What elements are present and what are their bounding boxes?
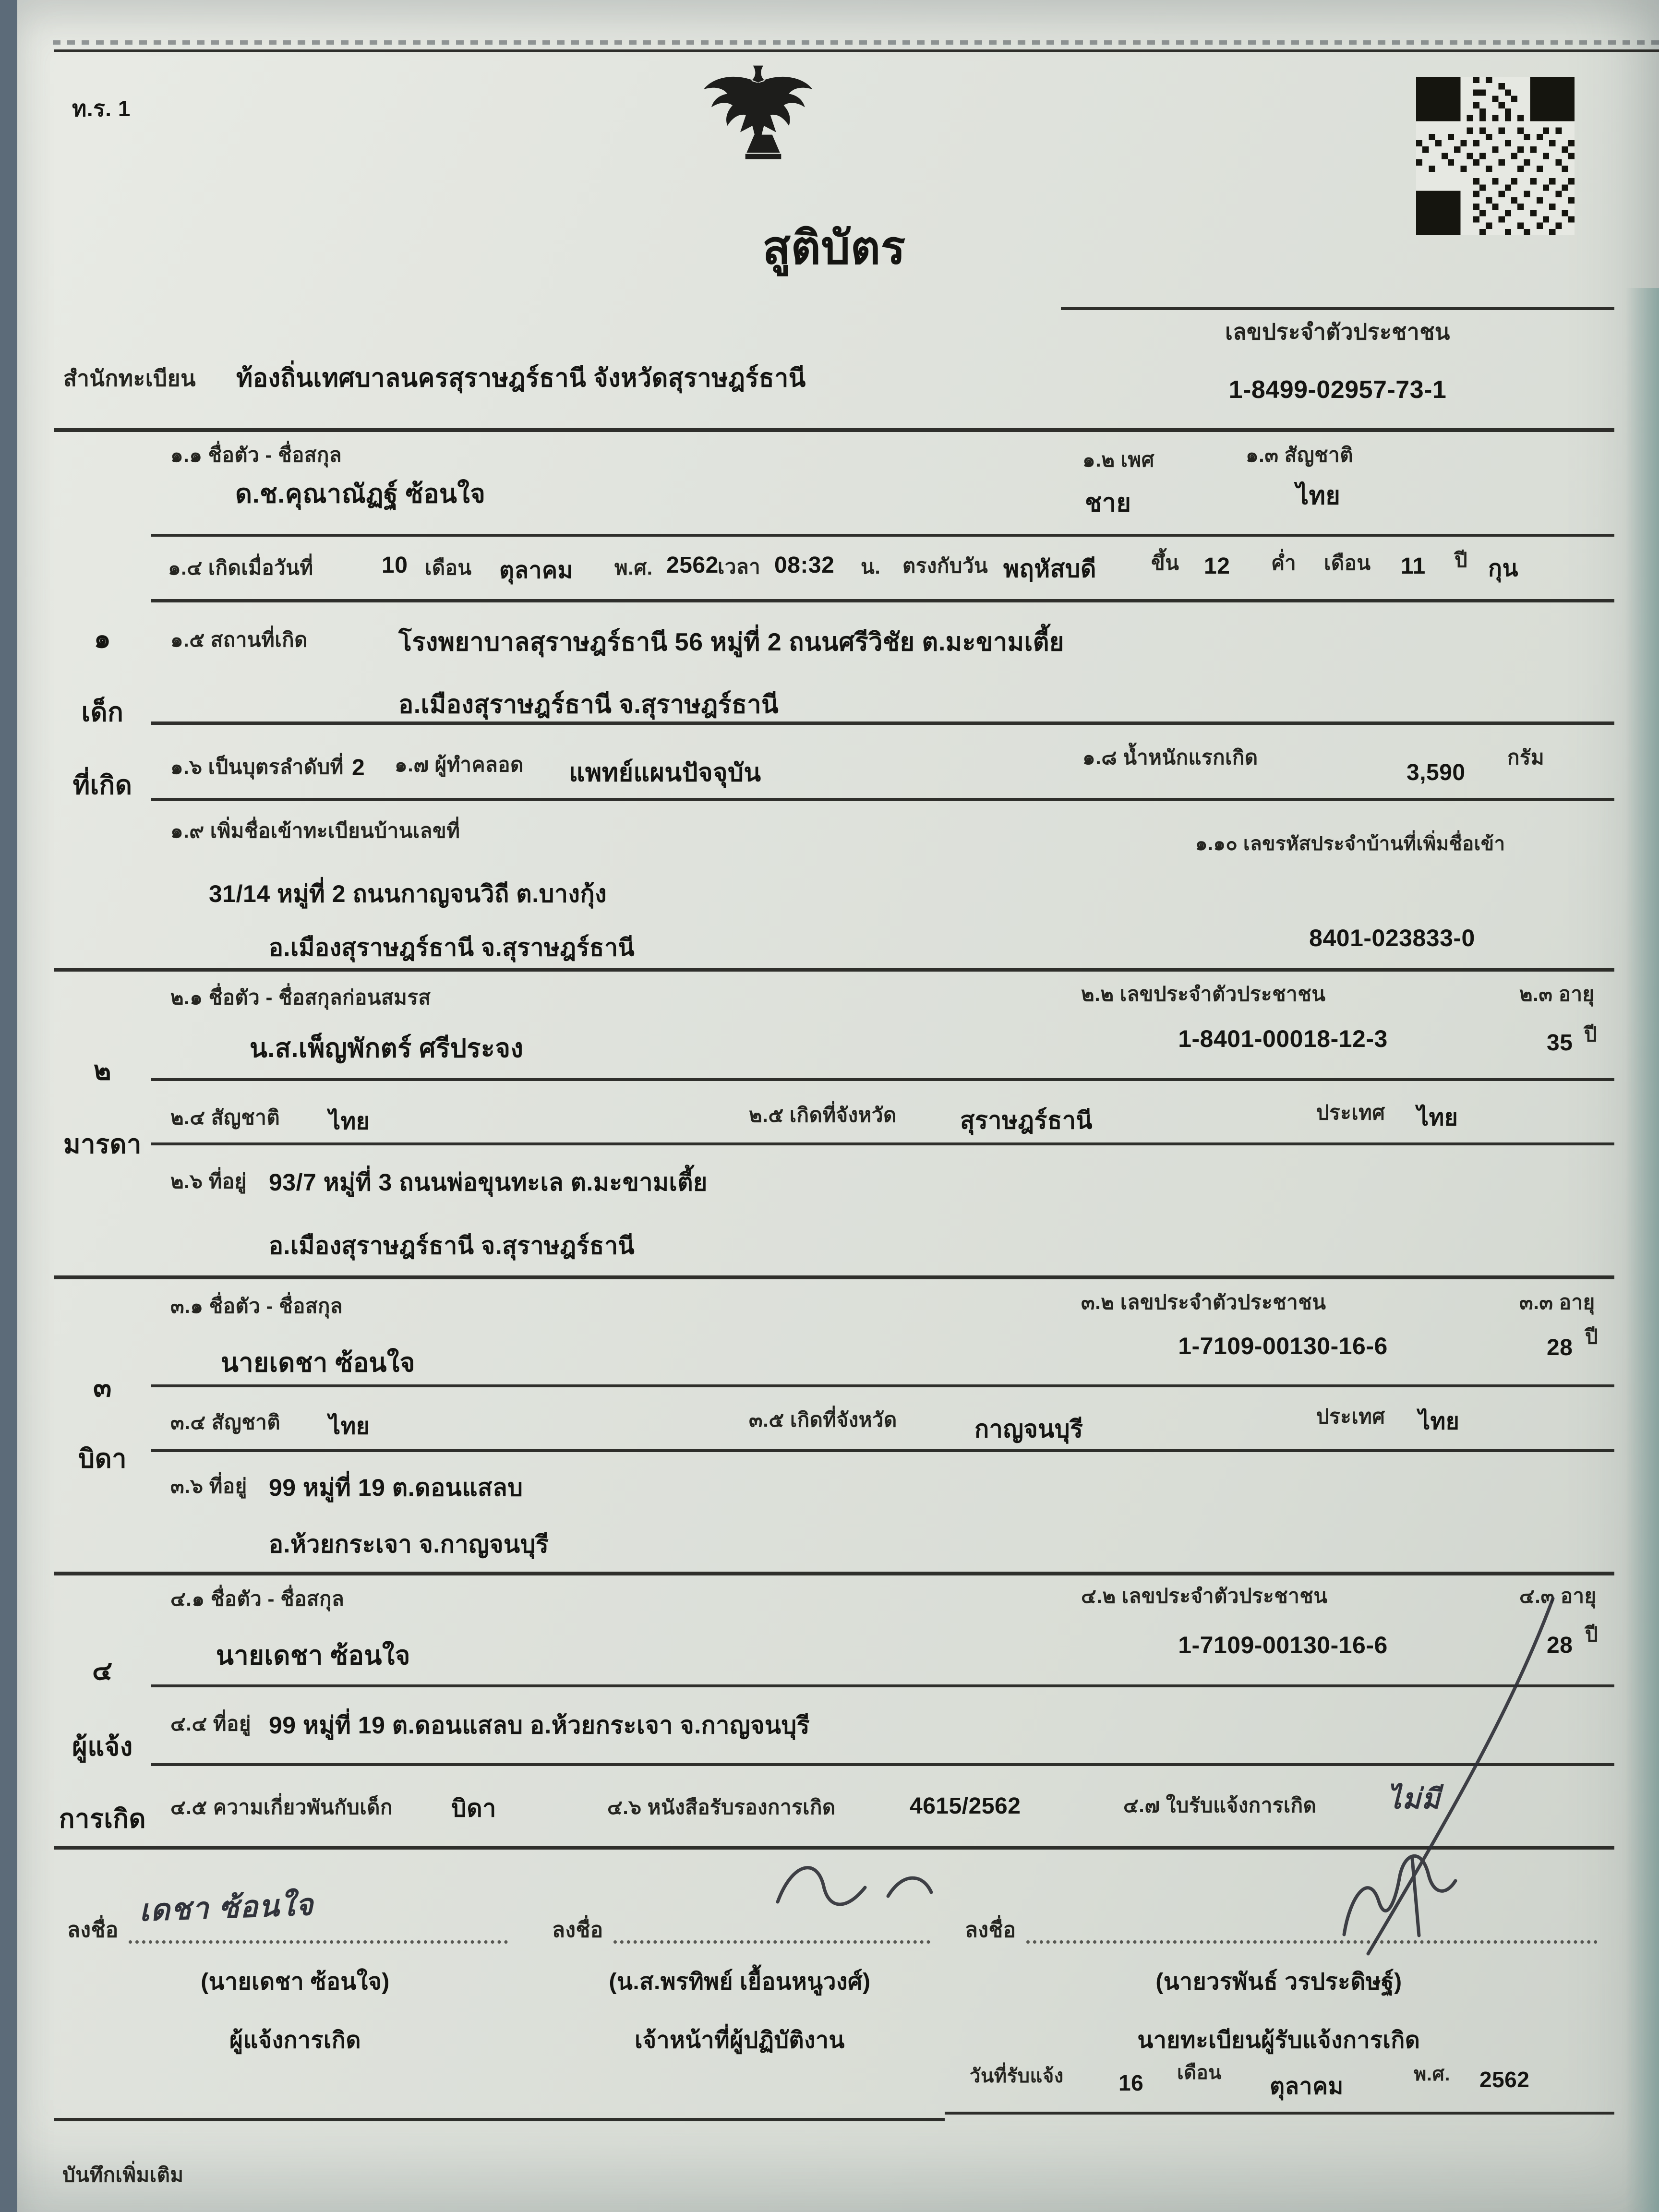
row-divider: [151, 1763, 1614, 1766]
father-address-label: ๓.๖ ที่อยู่: [170, 1475, 247, 1497]
relation-value: บิดา: [451, 1795, 496, 1822]
zodiac-value: กุน: [1488, 556, 1518, 581]
father-address-line1: 99 หมู่ที่ 19 ต.ดอนแสลบ: [269, 1474, 523, 1501]
date-box-bottom-border: [945, 2112, 1614, 2115]
photo-edge-tint: [1625, 288, 1659, 2212]
birth-month-value: ตุลาคม: [499, 558, 573, 583]
id-box-top-border: [1061, 307, 1614, 310]
birth-year-value: 2562: [666, 553, 719, 578]
child-nationality-value: ไทย: [1296, 482, 1341, 510]
mother-age-unit: ปี: [1584, 1023, 1598, 1046]
mother-id-value: 1-8401-00018-12-3: [1178, 1025, 1388, 1052]
informant-id-label: ๔.๒ เลขประจำตัวประชาชน: [1081, 1585, 1328, 1607]
section-3-number: ๓: [93, 1372, 112, 1402]
birth-order-label: ๑.๖ เป็นบุตรลำดับที่: [170, 756, 344, 778]
birth-weight-unit: กรัม: [1507, 746, 1545, 769]
mother-nationality-value: ไทย: [329, 1109, 370, 1134]
child-name-label: ๑.๑ ชื่อตัว - ชื่อสกุล: [170, 444, 342, 466]
informant-age-label: ๔.๓ อายุ: [1519, 1585, 1597, 1607]
father-id-label: ๓.๒ เลขประจำตัวประชาชน: [1081, 1291, 1326, 1313]
form-code: ท.ร. 1: [72, 96, 131, 121]
mother-name-label: ๒.๑ ชื่อตัว - ชื่อสกุลก่อนสมรส: [170, 986, 431, 1009]
row-divider: [151, 1142, 1614, 1145]
father-province-value: กาญจนบุรี: [974, 1416, 1083, 1443]
birth-notice-value-handwritten: ไม่มี: [1387, 1783, 1441, 1815]
mother-address-label: ๒.๖ ที่อยู่: [170, 1170, 247, 1192]
section-2-label: มารดา: [63, 1130, 142, 1159]
received-date-year: 2562: [1479, 2067, 1530, 2092]
row-divider: [151, 599, 1614, 602]
housecode-value: 8401-023833-0: [1309, 925, 1475, 951]
father-name-label: ๓.๑ ชื่อตัว - ชื่อสกุล: [170, 1295, 343, 1317]
section-4-number: ๔: [92, 1655, 113, 1685]
birth-time-label: เวลา: [718, 555, 761, 578]
page-title: สูติบัตร: [762, 222, 906, 274]
additional-notes-label: บันทึกเพิ่มเติม: [62, 2164, 184, 2186]
registrar-role: นายทะเบียนผู้รับแจ้งการเกิด: [1137, 2028, 1420, 2053]
received-date-month: ตุลาคม: [1270, 2074, 1344, 2099]
relation-label: ๔.๕ ความเกี่ยวพันกับเด็ก: [170, 1796, 393, 1818]
mother-province-value: สุราษฎร์ธานี: [960, 1107, 1093, 1134]
lunar-month-label: เดือน: [1324, 552, 1371, 574]
father-name-value: นายเดชา ซ้อนใจ: [221, 1348, 415, 1377]
attendant-label: ๑.๗ ผู้ทำคลอด: [395, 753, 524, 776]
birth-notice-label: ๔.๗ ใบรับแจ้งการเกิด: [1123, 1794, 1317, 1816]
mother-age-label: ๒.๓ อายุ: [1519, 983, 1595, 1005]
received-date-label: วันที่รับแจ้ง: [970, 2066, 1064, 2087]
birth-time-value: 08:32: [774, 553, 835, 578]
sign-label-officer: ลงชื่อ: [552, 1918, 603, 1942]
section-3-top-border: [54, 1275, 1614, 1279]
national-id-label: เลขประจำตัวประชาชน: [1225, 319, 1450, 344]
signature-top-border: [54, 1846, 1614, 1850]
signature-line-officer: [613, 1940, 930, 1944]
mother-age-value: 35: [1547, 1030, 1573, 1056]
mother-country-value: ไทย: [1417, 1105, 1458, 1130]
informant-signature-handwritten: เดชา ซ้อนใจ: [138, 1888, 315, 1928]
informant-printed-name: (นายเดชา ซ้อนใจ): [201, 1969, 390, 1995]
birth-weight-label: ๑.๘ น้ำหนักแรกเกิด: [1082, 746, 1258, 769]
informant-address-value: 99 หมู่ที่ 19 ต.ดอนแสลบ อ.ห้วยกระเจา จ.กาญจนบุรี: [269, 1712, 810, 1739]
section-4-label-line2: การเกิด: [59, 1804, 146, 1833]
row-divider: [151, 534, 1614, 537]
birthplace-line1: โรงพยาบาลสุราษฎร์ธานี 56 หมู่ที่ 2 ถนนศรีวิชัย ต.มะขามเตี้ย: [398, 628, 1065, 656]
father-age-unit: ปี: [1585, 1325, 1599, 1348]
signature-bottom-border: [54, 2118, 945, 2121]
weekday-label: ตรงกับวัน: [902, 554, 988, 577]
section-4-top-border: [54, 1572, 1614, 1575]
child-nationality-label: ๑.๓ สัญชาติ: [1246, 444, 1353, 466]
birth-time-unit: น.: [861, 555, 881, 578]
officer-printed-name: (น.ส.พรทิพย์ เยื้อนหนูวงศ์): [609, 1969, 871, 1995]
father-age-label: ๓.๓ อายุ: [1519, 1291, 1595, 1313]
weekday-value: พฤหัสบดี: [1003, 555, 1096, 582]
birth-order-value: 2: [352, 755, 365, 781]
father-nationality-value: ไทย: [329, 1414, 370, 1439]
signature-line-informant: [129, 1940, 508, 1944]
outer-top-border: [54, 49, 1659, 52]
section-1-label-line2: ที่เกิด: [72, 771, 132, 800]
father-country-value: ไทย: [1419, 1409, 1460, 1434]
house-registration-line2: อ.เมืองสุราษฎร์ธานี จ.สุราษฎร์ธานี: [269, 934, 635, 961]
house-registration-line1: 31/14 หมู่ที่ 2 ถนนกาญจนวิถี ต.บางกุ้ง: [209, 880, 607, 907]
birth-era-label: พ.ศ.: [614, 556, 653, 579]
lunar-day-value: 12: [1204, 553, 1230, 579]
informant-name-value: นายเดชา ซ้อนใจ: [216, 1641, 410, 1670]
zodiac-label: ปี: [1455, 549, 1468, 571]
attendant-value: แพทย์แผนปัจจุบัน: [569, 759, 761, 787]
birth-date-label: ๑.๔ เกิดเมื่อวันที่: [168, 556, 313, 579]
birth-day-value: 10: [382, 553, 408, 578]
section-3-label: บิดา: [78, 1444, 127, 1473]
section-4-label-line1: ผู้แจ้ง: [72, 1732, 133, 1761]
informant-age-unit: ปี: [1585, 1623, 1599, 1646]
child-sex-value: ชาย: [1085, 489, 1131, 517]
sign-label-informant: ลงชื่อ: [67, 1918, 119, 1942]
section-1-number: ๑: [94, 623, 111, 653]
row-divider: [151, 1078, 1614, 1081]
birthplace-label: ๑.๕ สถานที่เกิด: [170, 628, 308, 651]
row-divider: [151, 1684, 1614, 1687]
informant-role: ผู้แจ้งการเกิด: [229, 2028, 361, 2053]
birth-month-label: เดือน: [425, 556, 472, 579]
received-date-day: 16: [1118, 2070, 1144, 2095]
father-id-value: 1-7109-00130-16-6: [1178, 1333, 1388, 1359]
father-age-value: 28: [1547, 1335, 1573, 1360]
received-date-month-label: เดือน: [1177, 2062, 1222, 2083]
office-label: สำนักทะเบียน: [63, 366, 196, 391]
sign-label-registrar: ลงชื่อ: [965, 1918, 1016, 1942]
mother-id-label: ๒.๒ เลขประจำตัวประชาชน: [1081, 983, 1326, 1005]
mother-country-label: ประเทศ: [1316, 1101, 1385, 1124]
office-value: ท้องถิ่นเทศบาลนครสุราษฎร์ธานี จังหวัดสุราษฎร์ธานี: [236, 364, 806, 392]
child-name-value: ด.ช.คุณาณัฏฐ์ ซ้อนใจ: [235, 480, 486, 508]
birth-cert-label: ๔.๖ หนังสือรับรองการเกิด: [607, 1796, 836, 1818]
informant-age-value: 28: [1547, 1633, 1573, 1658]
row-divider: [151, 798, 1614, 801]
garuda-emblem-icon: [686, 10, 840, 211]
table-top-border: [54, 428, 1614, 432]
birth-weight-value: 3,590: [1407, 760, 1466, 785]
father-nationality-label: ๓.๔ สัญชาติ: [170, 1411, 281, 1433]
informant-name-label: ๔.๑ ชื่อตัว - ชื่อสกุล: [170, 1587, 345, 1610]
signature-line-registrar: [1026, 1940, 1598, 1944]
housecode-label: ๑.๑๐ เลขรหัสประจำบ้านที่เพิ่มชื่อเข้า: [1195, 833, 1505, 854]
mother-province-label: ๒.๕ เกิดที่จังหวัด: [749, 1104, 897, 1126]
mother-name-value: น.ส.เพ็ญพักตร์ ศรีประจง: [250, 1034, 524, 1063]
mother-nationality-label: ๒.๔ สัญชาติ: [170, 1106, 280, 1129]
lunar-phase-label: ขึ้น: [1151, 552, 1179, 574]
mother-address-line2: อ.เมืองสุราษฎร์ธานี จ.สุราษฎร์ธานี: [269, 1232, 635, 1259]
section-1-label-line1: เด็ก: [81, 698, 124, 727]
informant-address-label: ๔.๔ ที่อยู่: [170, 1712, 251, 1735]
father-address-line2: อ.ห้วยกระเจา จ.กาญจนบุรี: [269, 1531, 549, 1558]
father-province-label: ๓.๕ เกิดที่จังหวัด: [749, 1408, 897, 1431]
registrar-printed-name: (นายวรพันธ์ วรประดิษฐ์): [1155, 1969, 1402, 1995]
row-divider: [151, 1384, 1614, 1387]
national-id-value: 1-8499-02957-73-1: [1228, 376, 1447, 404]
birthplace-line2: อ.เมืองสุราษฎร์ธานี จ.สุราษฎร์ธานี: [398, 691, 779, 719]
section-2-top-border: [54, 968, 1614, 972]
row-divider: [151, 1449, 1614, 1452]
paper-torn-edge: [53, 40, 1659, 45]
house-registration-label: ๑.๙ เพิ่มชื่อเข้าทะเบียนบ้านเลขที่: [170, 819, 460, 842]
section-2-number: ๒: [93, 1055, 112, 1085]
officer-role: เจ้าหน้าที่ผู้ปฏิบัติงาน: [635, 2028, 845, 2053]
informant-id-value: 1-7109-00130-16-6: [1178, 1632, 1388, 1659]
father-country-label: ประเทศ: [1316, 1405, 1385, 1428]
birth-cert-value: 4615/2562: [910, 1793, 1021, 1819]
row-divider: [151, 721, 1614, 725]
received-date-era: พ.ศ.: [1414, 2064, 1450, 2085]
mother-address-line1: 93/7 หมู่ที่ 3 ถนนพ่อขุนทะเล ต.มะขามเตี้ย: [269, 1169, 708, 1196]
child-sex-label: ๑.๒ เพศ: [1082, 448, 1154, 471]
lunar-month-value: 11: [1401, 553, 1426, 579]
lunar-day-unit: ค่ำ: [1271, 552, 1297, 574]
